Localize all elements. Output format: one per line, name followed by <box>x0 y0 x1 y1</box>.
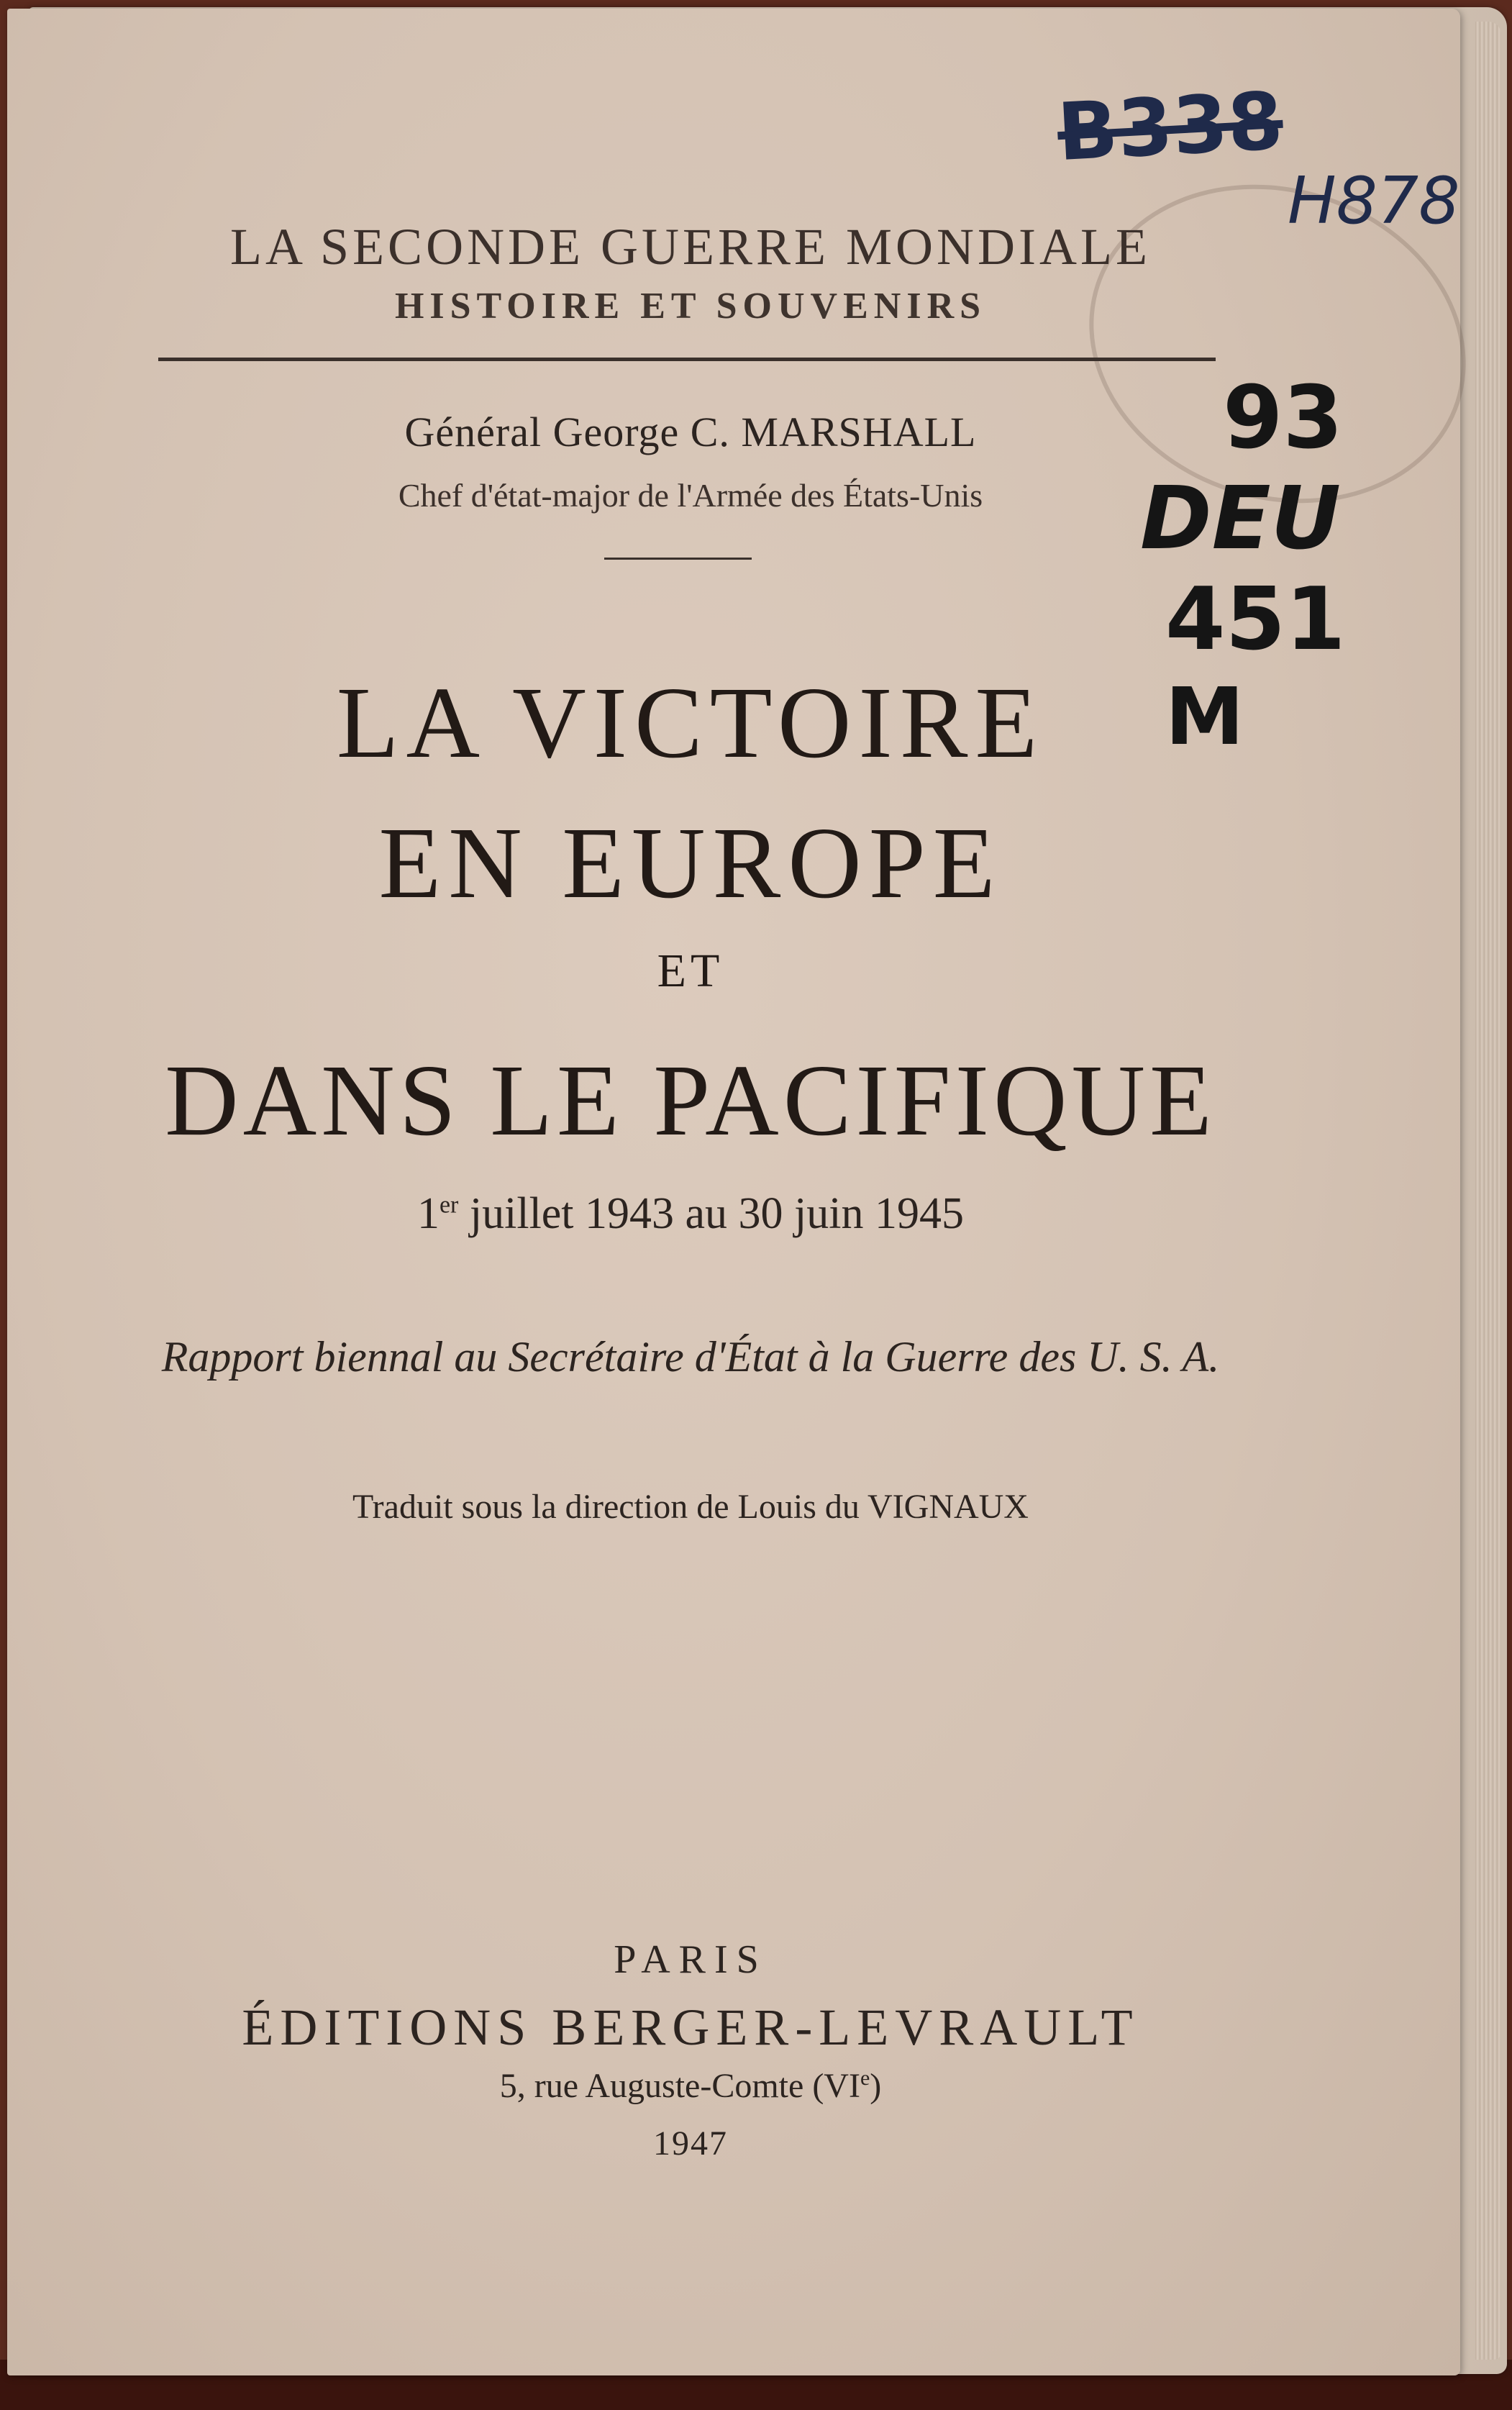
series-title: LA SECONDE GUERRE MONDIALE <box>230 218 1151 276</box>
date-rest: juillet 1943 au 30 juin 1945 <box>469 1189 965 1238</box>
imprint-address <box>7 2066 1374 2106</box>
handwritten-shelf-mark: H878 <box>1288 163 1460 239</box>
translation-credit: Traduit sous la direction de Louis du VIGNAUX <box>352 1488 1029 1526</box>
book-title-line-1: LA VICTOIRE <box>336 665 1045 779</box>
author-name: Général George C. MARSHALL <box>404 409 977 455</box>
date-ordinal: er <box>439 1191 459 1219</box>
divider-rule <box>158 358 1216 361</box>
report-description: Rapport biennal au Secrétaire d'État à la Guerre des U. S. A. <box>161 1333 1220 1381</box>
author-role: Chef d'état-major de l'Armée des États-Unis <box>398 477 983 514</box>
handwritten-call-number-3: 451 <box>1165 570 1346 670</box>
book-title-line-3: DANS LE PACIFIQUE <box>165 1043 1216 1157</box>
series-subtitle: HISTOIRE ET SOUVENIRS <box>394 286 987 327</box>
imprint-city: PARIS <box>614 1937 768 1982</box>
book-title-line-2: EN EUROPE <box>378 806 1003 919</box>
imprint-year: 1947 <box>653 2124 728 2163</box>
handwritten-crossed-mark: B338 <box>1055 74 1285 179</box>
title-page <box>7 9 1460 2375</box>
date-day: 1 <box>416 1189 440 1238</box>
handwritten-call-number-4: M <box>1165 670 1244 763</box>
handwritten-call-number-1: 93 <box>1223 368 1343 468</box>
handwritten-call-number-2: DEU <box>1140 469 1342 569</box>
short-divider-rule <box>604 558 752 560</box>
imprint-publisher: ÉDITIONS BERGER-LEVRAULT <box>242 1999 1139 2056</box>
address-superscript: e <box>860 2066 870 2090</box>
address-end: ) <box>870 2067 882 2105</box>
book-title-conjunction: ET <box>657 945 724 997</box>
address-main: 5, rue Auguste-Comte (VI <box>499 2067 860 2105</box>
date-range <box>7 1188 1374 1240</box>
